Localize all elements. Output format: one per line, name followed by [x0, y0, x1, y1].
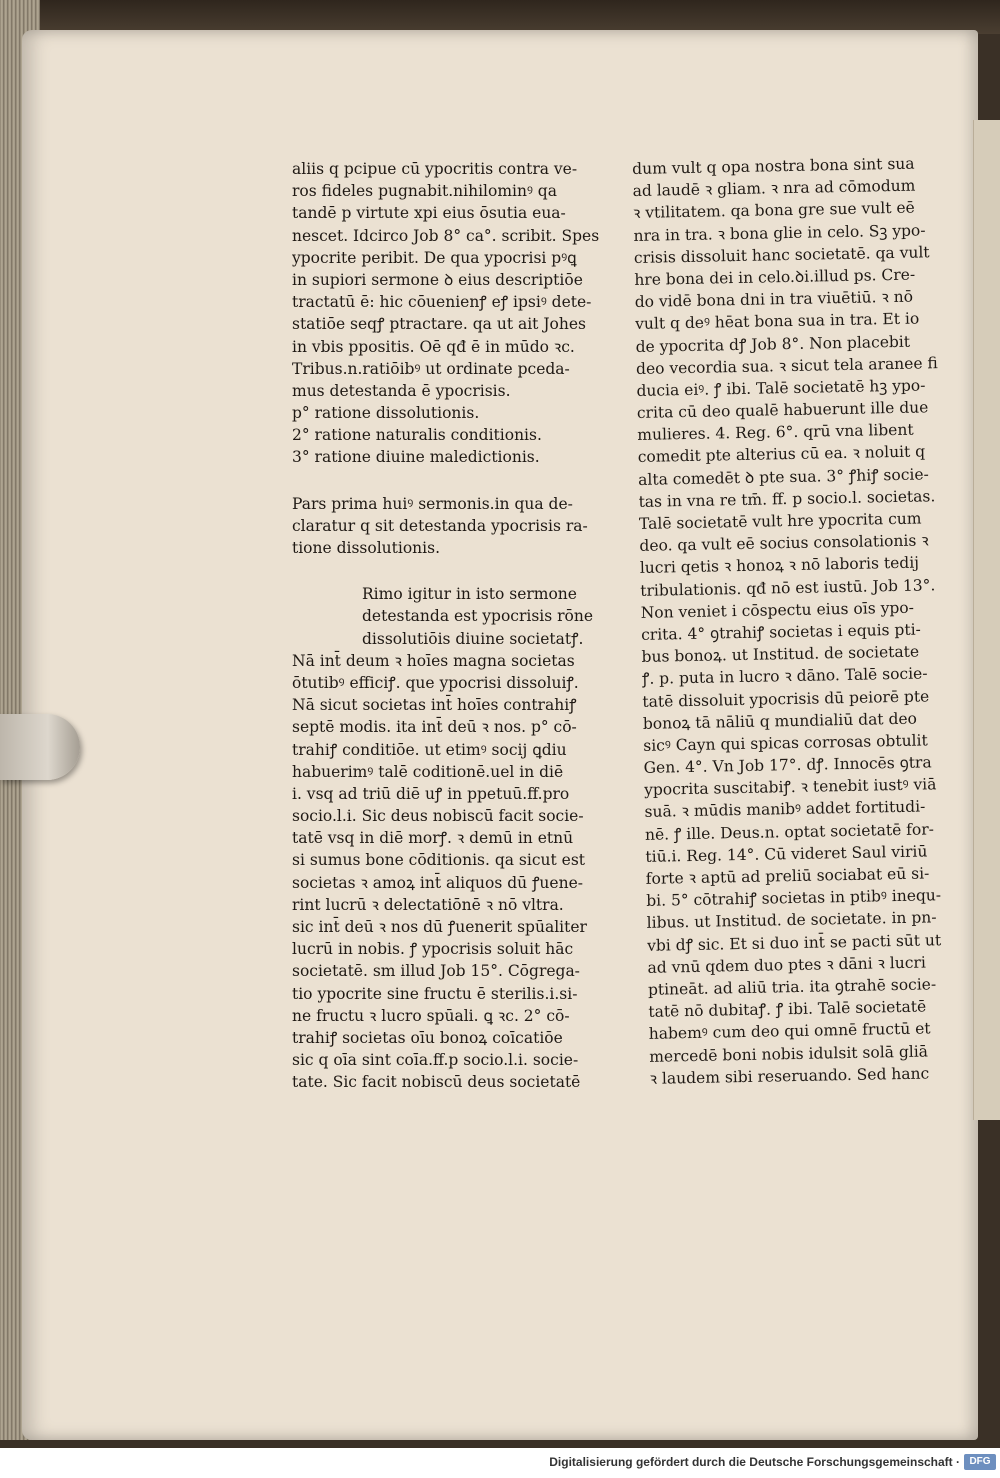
text-line: ptineāt. ad aliū tria. ita ꝯtrahē socie- — [647, 975, 937, 999]
text-line: habuerimꝰ talē coditionē.uel in diē — [292, 762, 564, 781]
text-line: vbi dꝭ sic. Et si duo int̄ se pacti sūt ut — [646, 930, 942, 955]
text-line: deo. qa vult eē socius consolationis ꝛ — [639, 531, 929, 556]
adjacent-page-edge — [973, 120, 1000, 1120]
text-line: statiōe seqꝭ ptractare. qa ut ait Johes — [292, 315, 586, 334]
funding-notice: Digitalisierung gefördert durch die Deutsche Forschungsgemeinschaft · — [549, 1455, 960, 1469]
text-line: ypocrite peribit. De qua ypocrisi pꝰꝗ — [292, 248, 577, 267]
text-line: Tribus.n.ratiōibꝰ ut ordinate pceda- — [292, 359, 570, 378]
text-line: hre bona dei in celo.ꝺi.illud ps. Cre- — [634, 265, 916, 289]
text-line: ne fructu ꝛ lucro spūali. ꝗ ꝛc. 2° cō- — [292, 1006, 570, 1025]
text-line: bonoꝝ tā nāliū q mundialiū dat deo — [642, 709, 918, 733]
text-line: bi. 5° cōtrahiꝭ societas in ptibꝰ inequ- — [646, 886, 942, 911]
text-line: tiū.i. Reg. 14°. Cū videret Saul viriū — [645, 842, 928, 866]
text-line: tatē vsq in diē morꝭ. ꝛ demū in etnū — [292, 829, 574, 848]
text-line: alta comedēt ꝺ pte sua. 3° ꝭhiꝭ socie- — [638, 464, 929, 489]
text-line: ducia eiꝰ. ꝭ ibi. Talē societatē hꝫ ypo- — [636, 376, 926, 400]
digitization-footer — [0, 1448, 1000, 1478]
text-line: trahiꝭ conditiōe. ut etimꝰ socij ꝗdiu — [292, 740, 567, 759]
text-line: detestanda est ypocrisis rōne — [362, 607, 594, 626]
text-line: ad laudē ꝛ gliam. ꝛ nra ad cōmodum — [632, 176, 916, 201]
text-line: crita cū deo qualē habuerunt ille due — [636, 398, 929, 423]
page-clamp — [0, 714, 80, 780]
text-line: Pars prima huiꝰ sermonis.in qua de- — [292, 494, 573, 513]
text-line: crisis dissoluit hanc societatē. qa vult — [633, 243, 930, 267]
text-line: vult q deꝰ hēat bona sua in tra. Et io — [635, 309, 920, 334]
left-text-column — [292, 158, 612, 1094]
text-line: comedit pte alterius cū ea. ꝛ noluit q — [637, 442, 926, 467]
text-line: libus. ut Institud. de societate. in pn- — [646, 908, 937, 933]
body-paragraph — [292, 650, 612, 1094]
text-line: tractatū ē: hic cōuenienꝭ eꝭ ipsiꝰ dete- — [292, 293, 592, 312]
text-line: nē. ꝭ ille. Deus.n. optat societatē for- — [644, 819, 935, 844]
text-line: dum vult q opa nostra bona sint sua — [632, 154, 915, 178]
text-line: deo vecordia sua. ꝛ sicut tela aranee fi — [635, 353, 938, 378]
text-line: in vbis ppositis. Oē qđ ē in mūdo ꝛc. — [292, 337, 575, 356]
dfg-logo: DFG — [964, 1454, 996, 1470]
text-line: socio.l.i. Sic deus nobiscū facit socie- — [292, 807, 584, 826]
text-line: claratur q sit detestanda ypocrisis ra- — [292, 516, 588, 535]
text-line: tate. Sic facit nobiscū deus societatē — [292, 1073, 581, 1092]
section-heading — [292, 493, 612, 560]
text-line: sicꝰ Cayn qui spicas corrosas obtulit — [643, 731, 928, 755]
text-line: sic q oīa sint coīa.ff.p socio.l.i. socie- — [292, 1051, 579, 1070]
text-line: Nā sicut societas int̄ hoīes contrahiꝭ — [292, 696, 577, 715]
text-line: mercedē boni nobis idulsit solā gliā — [649, 1041, 929, 1066]
scan-top-band — [0, 0, 1000, 34]
text-line: 3° ratione diuine maledictionis. — [292, 448, 540, 467]
text-line: trahiꝭ societas oīu bonoꝝ coīcatiōe — [292, 1028, 563, 1047]
text-line: p° ratione dissolutionis. — [292, 404, 480, 423]
text-line: crita. 4° ꝯtrahiꝭ societas i equis pti- — [640, 620, 921, 644]
text-line: Non veniet i cōspectu eius oīs ypo- — [640, 598, 915, 622]
reasons-list — [292, 402, 612, 469]
text-line: ꝭ. p. puta in lucro ꝛ dāno. Talē socie- — [641, 664, 928, 689]
text-line: Talē societatē vult hre ypocrita cum — [638, 509, 922, 533]
text-line: ad vnū qdem duo ptes ꝛ dāni ꝛ lucri — [647, 953, 926, 977]
text-line: Nā int̄ deum ꝛ hoīes magna societas — [292, 651, 575, 670]
text-line: bus bonoꝝ. ut Institud. de societate — [641, 642, 920, 667]
text-line: Gen. 4°. Vn Job 17°. dꝭ. Innocēs ꝯtra — [643, 753, 932, 777]
text-line: societas ꝛ amoꝝ int̄ aliquos dū ꝭuene- — [292, 873, 583, 892]
text-line: tatē nō dubitaꝭ. ꝭ ibi. Talē societatē — [648, 997, 927, 1021]
opening-paragraph — [292, 158, 612, 402]
text-line: sic int̄ deū ꝛ nos dū ꝭuenerit spūaliter — [292, 918, 587, 936]
text-line: 2° ratione naturalis conditionis. — [292, 426, 542, 445]
text-line: tas in vna re tm̄. ff. p socio.l. societas. — [638, 487, 936, 511]
text-line: in supiori sermone ꝺ eius descriptiōe — [292, 270, 583, 289]
text-line: forte ꝛ aptū ad preliū sociabat eū si- — [645, 864, 930, 888]
text-line: si sumus bone cōditionis. qa sicut est — [292, 851, 586, 870]
text-line: i. vsq ad triū diē uꝭ in ppetuū.ff.pro — [292, 784, 570, 803]
text-line: de ypocrita dꝭ Job 8°. Non placebit — [635, 332, 911, 356]
text-line: lucri qetis ꝛ honoꝝ ꝛ nō laboris tedij — [639, 553, 920, 578]
text-line: habemꝰ cum deo qui omnē fructū et — [648, 1019, 931, 1044]
text-line: do vidē bona dni in tra viuētiū. ꝛ nō — [634, 287, 914, 312]
text-line: Rimo igitur in isto sermone — [362, 585, 577, 604]
text-line: tandē p virtute xpi eius ōsutia eua- — [292, 204, 566, 223]
text-line: nescet. Idcirco Job 8° ca°. scribit. Spes — [292, 226, 600, 245]
text-line: ꝛ laudem sibi reseruando. Sed hanc — [649, 1064, 930, 1088]
text-line: rint lucrū ꝛ delectatiōnē ꝛ nō vltra. — [292, 895, 564, 914]
text-line: septē modis. ita int̄ deū ꝛ nos. p° cō- — [292, 718, 577, 737]
text-line: ros fideles pugnabit.nihilominꝰ qa — [292, 182, 557, 201]
text-line: lucrū in nobis. ꝭ ypocrisis soluit hāc — [292, 940, 574, 959]
text-line: tatē dissoluit ypocrisis dū peiorē pte — [642, 686, 930, 711]
text-line: ōtutibꝰ efficiꝭ. que ypocrisi dissoluiꝭ. — [292, 673, 579, 692]
initial-indented-paragraph — [292, 583, 612, 650]
text-line: dissolutiōis diuine societatꝭ. — [362, 629, 584, 648]
text-line: ꝛ vtilitatem. qa bona gre sue vult eē — [632, 198, 915, 223]
text-line: societatē. sm illud Job 15°. Cōgrega- — [292, 962, 580, 981]
text-line: mulieres. 4. Reg. 6°. qrū vna libent — [637, 420, 914, 445]
text-line: mus detestanda ē ypocrisis. — [292, 381, 511, 400]
text-line: ypocrita suscitabiꝭ. ꝛ tenebit iustꝰ viā — [643, 775, 937, 800]
text-line: tribulationis. qđ nō est iustū. Job 13°. — [640, 575, 936, 600]
text-line: suā. ꝛ mūdis manibꝰ addet fortitudi- — [644, 797, 926, 822]
text-line: tio ypocrite sine fructu ē sterilis.i.si- — [292, 984, 578, 1003]
text-line: aliis q pcipue cū ypocritis contra ve- — [292, 160, 578, 178]
text-line: tione dissolutionis. — [292, 539, 440, 557]
text-line: nra in tra. ꝛ bona glie in celo. Sꝫ ypo- — [633, 220, 926, 245]
right-column-body — [632, 152, 970, 1090]
right-text-column — [632, 152, 970, 1090]
